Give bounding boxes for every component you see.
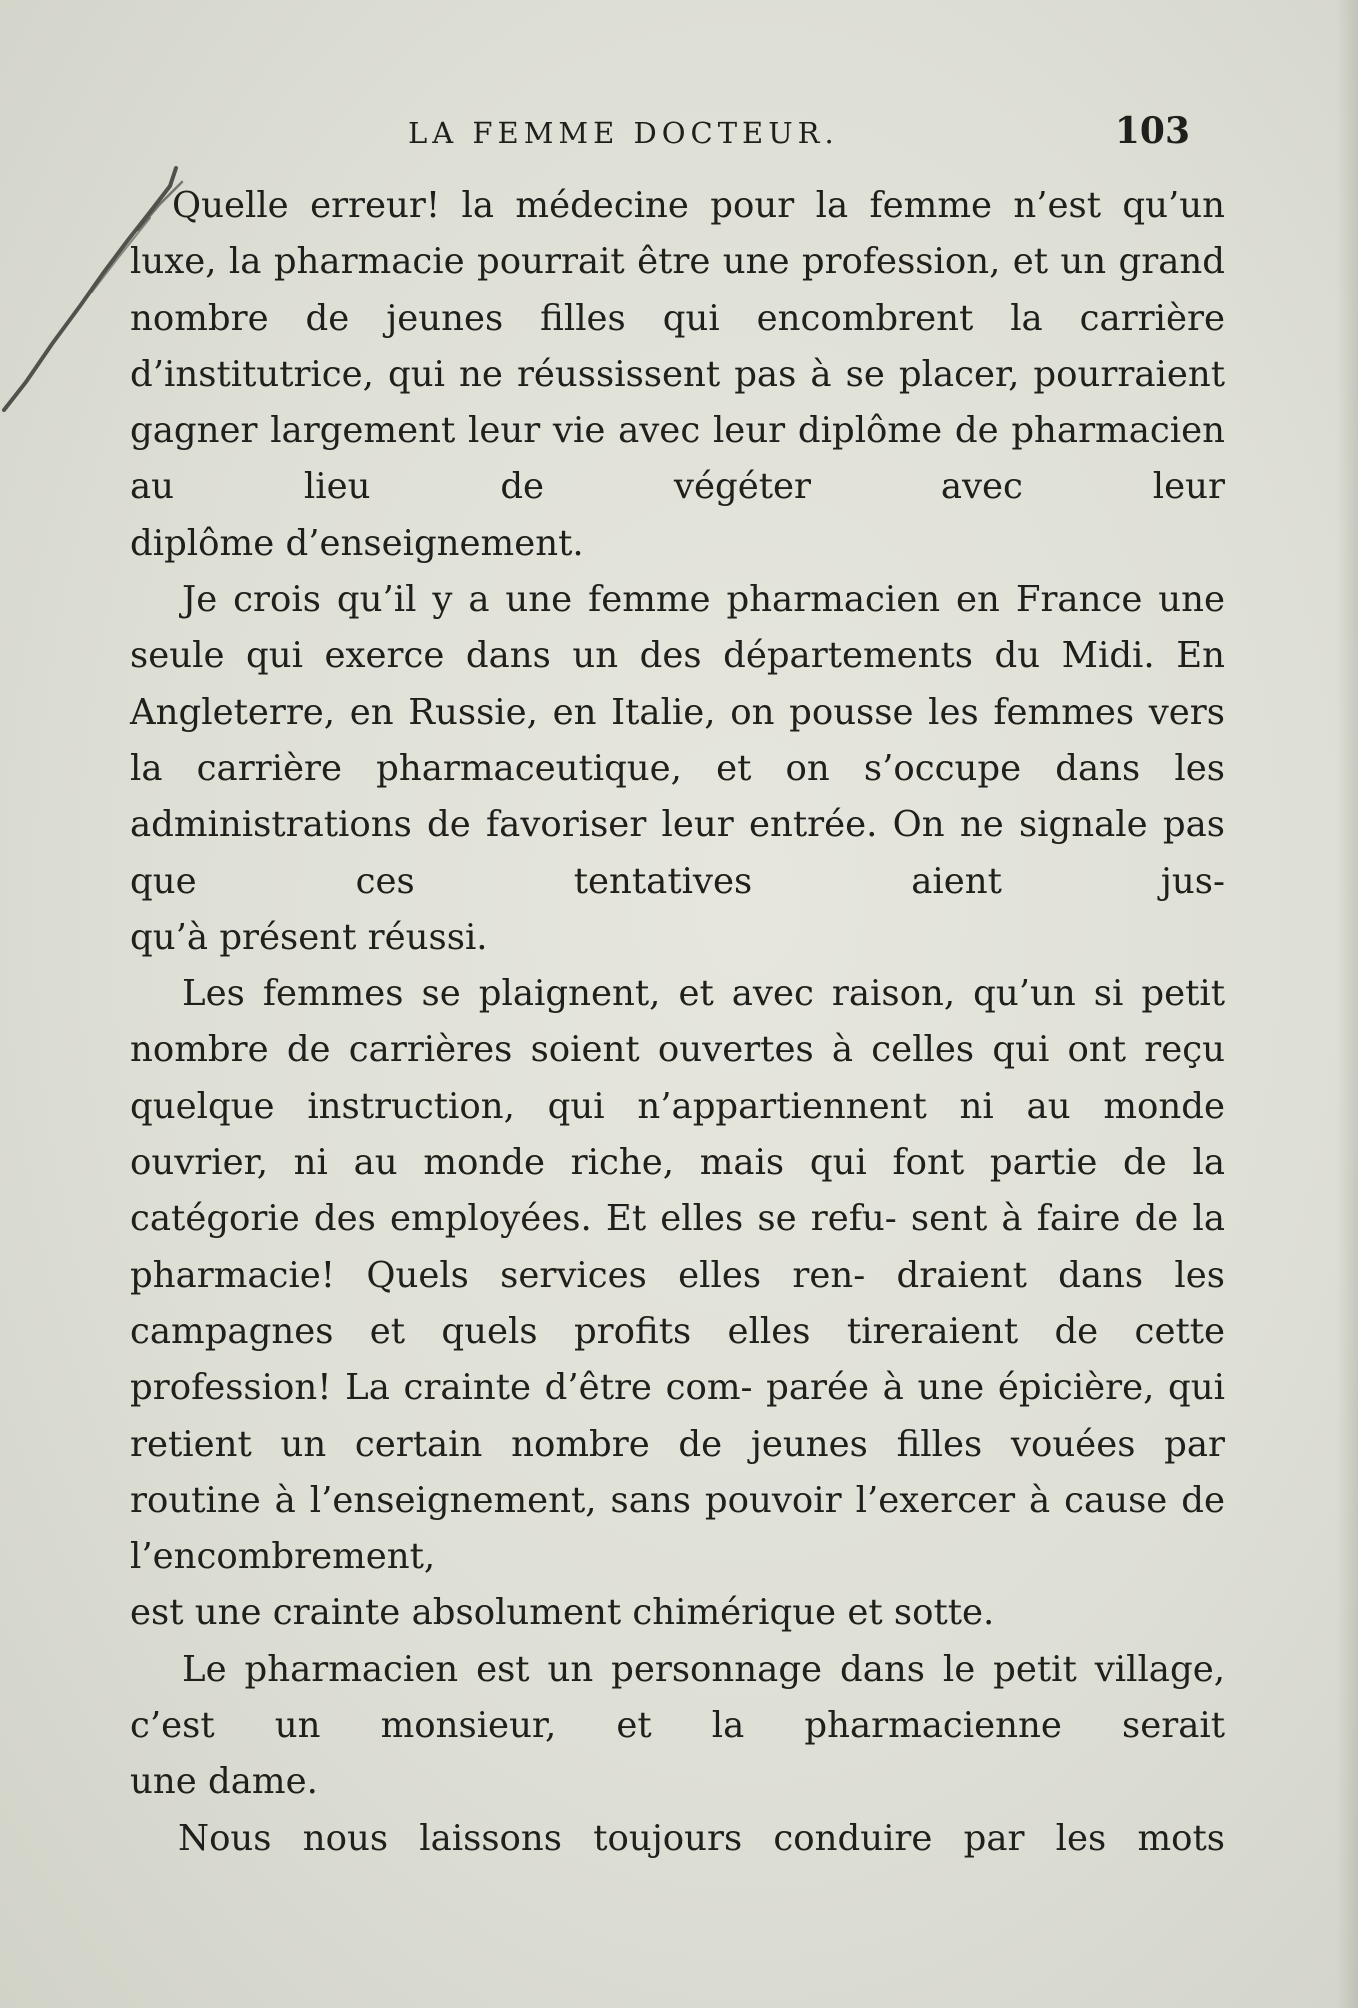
page-header bbox=[130, 110, 1190, 158]
paragraph-5 bbox=[130, 1811, 1225, 1867]
body-text bbox=[130, 178, 1225, 1867]
paragraph-3-text: Les femmes se plaignent, et avec raison, qu’un si petit nombre de carrières soient ouvertes à celles qui ont reçu quelque instruction, qui n’appartiennent ni au monde ouvrier, ni au monde riche, mais qui font partie de la catégorie des employées. Et elles se refu- sent à faire de la pharmacie! Quels services elles ren- draient dans les campagnes et quels profits elles tireraient de cette profession! La crainte d’être com- parée à une épicière, qui retient un certain nombre de jeunes filles vouées par routine à l’enseignement, sans pouvoir l’exercer à cause de l’encombrement, bbox=[130, 973, 1225, 1578]
paragraph-2 bbox=[130, 572, 1225, 966]
paragraph-1-text: Quelle erreur! la médecine pour la femme n’est qu’un luxe, la pharmacie pourrait être une profession, et un grand nombre de jeunes filles qui encombrent la carrière d’institutrice, qui ne réussissent pas à se placer, pourraient gagner largement leur vie avec leur diplôme de pharmacien au lieu de végéter avec leur bbox=[130, 185, 1225, 508]
paragraph-2-text: Je crois qu’il y a une femme pharmacien en France une seule qui exerce dans un des départements du Midi. En Angleterre, en Russie, en Italie, on pousse les femmes vers la carrière pharmaceutique, et on s’occupe dans les administrations de favoriser leur entrée. On ne signale pas que ces tentatives aient jus- bbox=[130, 579, 1225, 902]
paragraph-4-text: Le pharmacien est un personnage dans le petit village, c’est un monsieur, et la pharmacienne serait bbox=[130, 1648, 1225, 1747]
paragraph-5-text: Nous nous laissons toujours conduire par les mots bbox=[178, 1817, 1225, 1859]
paragraph-4 bbox=[130, 1642, 1225, 1811]
page-edge-shadow bbox=[1336, 0, 1358, 2008]
paragraph-3-last-line: est une crainte absolument chimérique et sotte. bbox=[130, 1592, 995, 1634]
paragraph-1 bbox=[130, 178, 1225, 572]
paragraph-3 bbox=[130, 966, 1225, 1642]
paragraph-4-last-line: une dame. bbox=[130, 1761, 318, 1803]
running-title: LA FEMME DOCTEUR. bbox=[408, 116, 839, 150]
paragraph-1-last-line: diplôme d’enseignement. bbox=[130, 522, 584, 564]
paragraph-2-last-line: qu’à présent réussi. bbox=[130, 916, 488, 958]
page-number: 103 bbox=[1114, 110, 1190, 152]
